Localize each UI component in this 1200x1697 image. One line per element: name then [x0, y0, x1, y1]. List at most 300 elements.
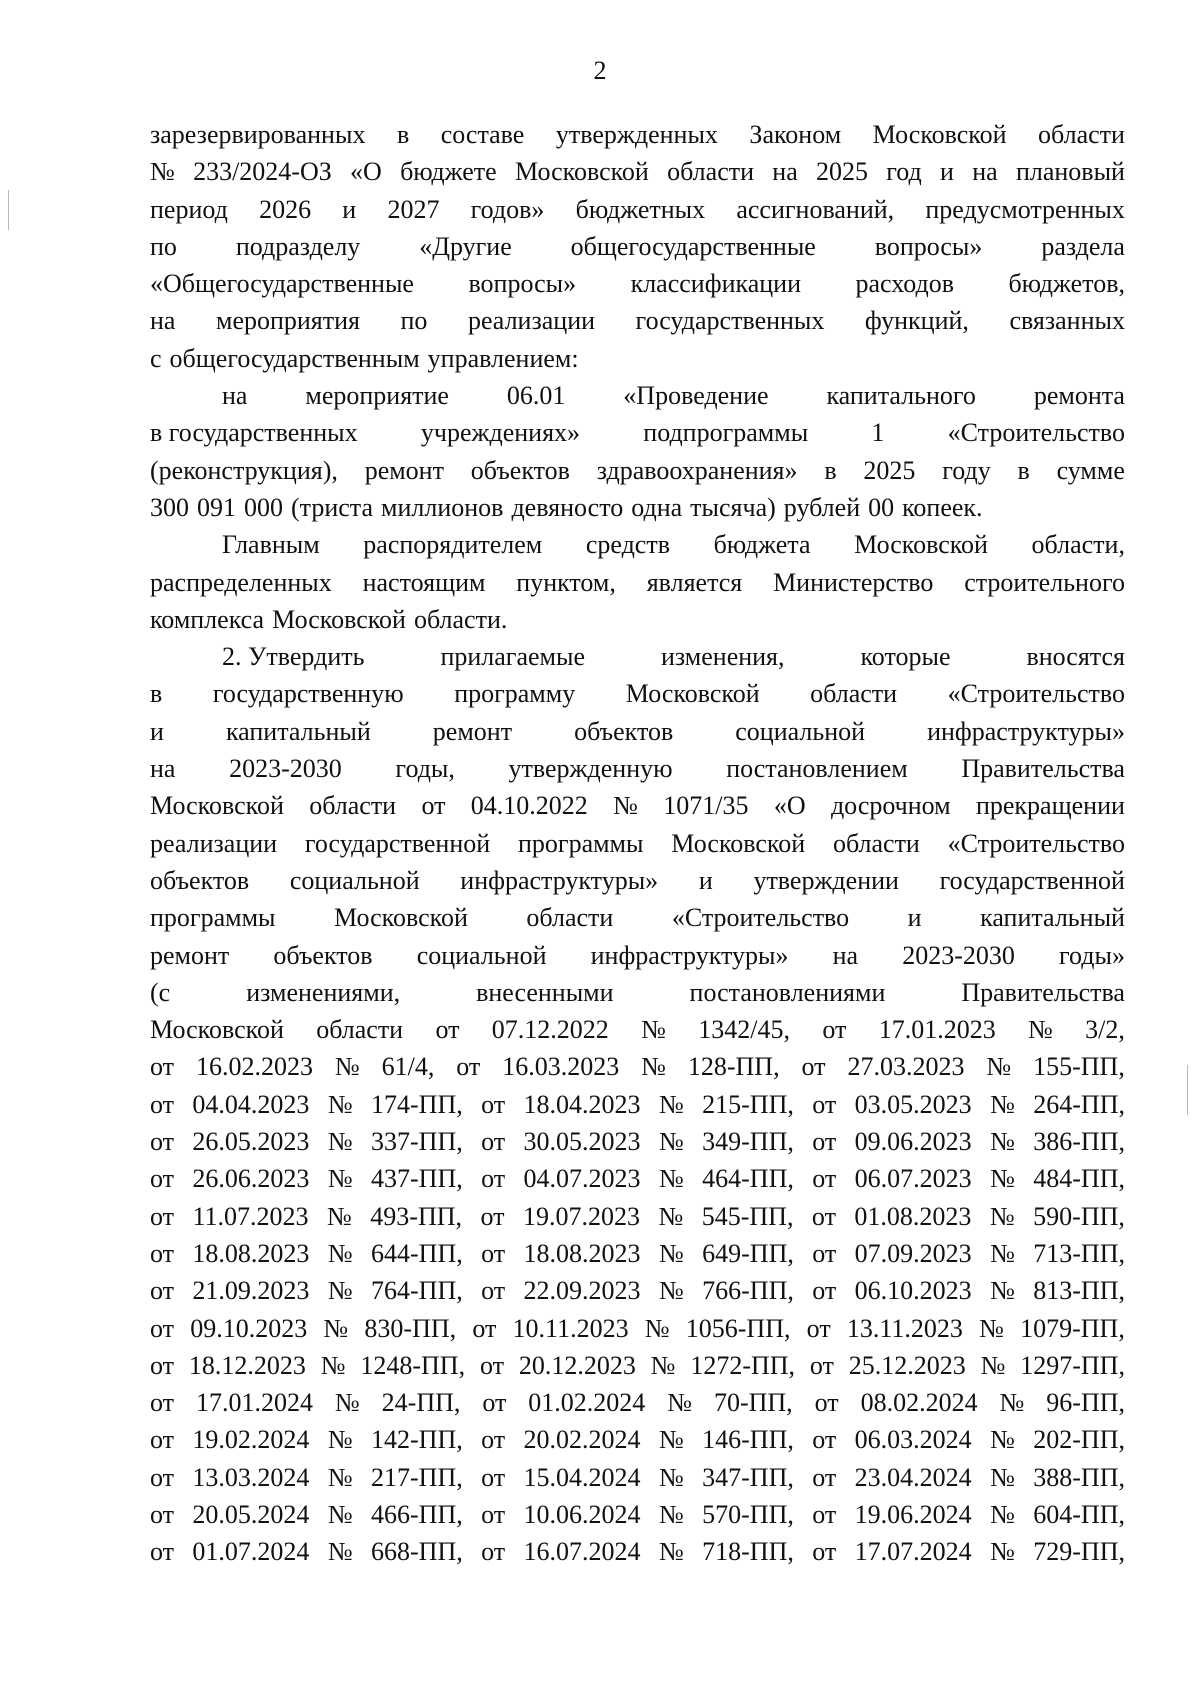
- text-line: [150, 787, 1125, 824]
- word: Правительства: [961, 977, 1125, 1007]
- word: (реконструкция),: [150, 455, 338, 485]
- word: 07.09.2023: [854, 1238, 972, 1268]
- word: 386-ПП,: [1033, 1127, 1125, 1157]
- word: 300: [150, 492, 189, 522]
- word: распорядителем: [363, 530, 543, 560]
- word: одна: [631, 492, 683, 522]
- word: №: [990, 1276, 1015, 1306]
- word: реализации: [467, 306, 596, 336]
- text-line: [150, 713, 1125, 750]
- word: 06.01: [506, 381, 566, 411]
- word: в: [824, 455, 837, 485]
- word: 16.07.2024: [523, 1537, 641, 1567]
- word: «Другие: [419, 231, 512, 261]
- word: Московской: [671, 828, 806, 858]
- word: 466-ПП,: [371, 1499, 463, 1529]
- word: области: [810, 679, 898, 709]
- word: на: [832, 940, 859, 970]
- word: подпрограммы: [643, 418, 809, 448]
- word: рублей: [783, 492, 861, 522]
- word: комплекса: [150, 604, 265, 634]
- word: №: [990, 1164, 1015, 1194]
- word: 174-ПП,: [371, 1089, 463, 1119]
- word: 26.05.2023: [192, 1127, 310, 1157]
- word: №: [986, 1052, 1012, 1082]
- word: государственной: [939, 865, 1125, 895]
- word: №: [334, 1052, 360, 1082]
- word: 00: [868, 492, 895, 522]
- word: 10.06.2024: [523, 1499, 641, 1529]
- word: Московской: [272, 604, 406, 634]
- word: с: [150, 343, 162, 373]
- word: год: [886, 157, 922, 187]
- word: от: [481, 1462, 506, 1492]
- word: предусмотренных: [925, 194, 1125, 224]
- text-line: [150, 452, 1125, 489]
- word: 01.08.2023: [854, 1201, 972, 1231]
- word: 604-ПП,: [1033, 1499, 1125, 1529]
- word: и: [940, 157, 954, 187]
- word: от: [472, 1313, 497, 1343]
- word: инфраструктуры»: [590, 940, 789, 970]
- word: социальной: [289, 865, 420, 895]
- word: 1297-ПП,: [1020, 1350, 1125, 1380]
- word: 01.07.2024: [192, 1537, 310, 1567]
- text-line: [150, 414, 1125, 451]
- word: 718-ПП,: [702, 1537, 794, 1567]
- word: связанных: [1009, 306, 1125, 336]
- word: и: [342, 194, 357, 224]
- word: области,: [1031, 530, 1125, 560]
- word: 142-ПП,: [371, 1425, 463, 1455]
- word: от: [812, 1276, 837, 1306]
- text-line: [150, 1496, 1125, 1533]
- text-line: [150, 564, 1125, 601]
- word: Министерство: [773, 567, 934, 597]
- word: 713-ПП,: [1033, 1238, 1125, 1268]
- word: Московской: [872, 120, 1007, 149]
- word: от: [801, 1052, 826, 1082]
- word: 217-ПП,: [371, 1462, 463, 1492]
- word: 70-ПП,: [713, 1388, 793, 1418]
- word: функций,: [864, 306, 969, 336]
- text-line: [150, 1347, 1125, 1384]
- text-line: [150, 638, 1125, 675]
- text-line: [150, 526, 1125, 563]
- word: №: [990, 1537, 1015, 1567]
- word: ремонта: [1033, 381, 1125, 411]
- word: на: [972, 157, 998, 187]
- word: 464-ПП,: [702, 1164, 794, 1194]
- word: миллионов: [381, 492, 504, 522]
- word: 04.04.2023: [192, 1089, 310, 1119]
- word: №: [980, 1350, 1006, 1380]
- word: мероприятие: [305, 381, 449, 411]
- word: постановлением: [726, 754, 908, 784]
- word: №: [327, 1276, 353, 1306]
- word: от: [806, 1313, 831, 1343]
- text-line: [150, 153, 1125, 190]
- word: ремонт: [432, 716, 513, 746]
- word: на: [150, 306, 176, 336]
- word: 729-ПП,: [1033, 1537, 1125, 1567]
- text-line: [150, 1048, 1125, 1085]
- word: 264-ПП,: [1033, 1089, 1125, 1119]
- word: инфраструктуры»: [460, 865, 659, 895]
- text-line: [150, 825, 1125, 862]
- word: 17.01.2024: [195, 1388, 313, 1418]
- word: зарезервированных: [150, 120, 366, 149]
- word: 1079-ПП,: [1020, 1313, 1125, 1343]
- word: (с: [150, 977, 171, 1007]
- word: прекращении: [975, 791, 1125, 821]
- word: 1248-ПП,: [360, 1350, 466, 1380]
- word: от: [812, 1127, 837, 1157]
- word: 27.03.2023: [847, 1052, 965, 1082]
- word: №: [989, 1201, 1015, 1231]
- word: девяносто: [511, 492, 624, 522]
- word: утвержденных: [555, 120, 718, 149]
- word: 01.02.2024: [528, 1388, 646, 1418]
- word: досрочном: [830, 791, 951, 821]
- word: государственной: [304, 828, 491, 858]
- text-line: [150, 228, 1125, 265]
- word: Московской: [150, 1015, 284, 1045]
- word: от: [812, 1499, 837, 1529]
- word: от: [150, 1164, 175, 1194]
- word: строительного: [964, 567, 1125, 597]
- word: 590-ПП,: [1033, 1201, 1125, 1231]
- word: государственных: [635, 306, 825, 336]
- word: учреждениях»: [420, 418, 581, 448]
- word: 202-ПП,: [1033, 1425, 1125, 1455]
- word: №: [658, 1425, 684, 1455]
- text-line: [150, 1011, 1125, 1048]
- word: №: [990, 1127, 1015, 1157]
- word: 16.03.2023: [502, 1052, 620, 1082]
- word: капитальный: [225, 716, 371, 746]
- word: на: [222, 381, 248, 411]
- text-line: [150, 377, 1125, 414]
- word: 13.11.2023: [846, 1313, 963, 1343]
- word: №: [327, 1425, 353, 1455]
- word: от: [814, 1388, 839, 1418]
- word: Московской: [854, 530, 988, 560]
- word: №: [990, 1462, 1015, 1492]
- word: от: [479, 1350, 504, 1380]
- word: вопросы»: [874, 231, 983, 261]
- word: 388-ПП,: [1033, 1462, 1125, 1492]
- word: 20.12.2023: [518, 1350, 636, 1380]
- text-line: [150, 340, 1125, 377]
- word: №: [1028, 1015, 1053, 1045]
- word: (триста: [291, 492, 374, 522]
- word: 2025: [816, 157, 869, 187]
- word: №: [658, 1462, 684, 1492]
- word: 23.04.2024: [854, 1462, 972, 1492]
- word: 10.11.2023: [512, 1313, 629, 1343]
- word: в: [150, 679, 163, 709]
- word: 1: [871, 418, 885, 448]
- word: от: [812, 1164, 837, 1194]
- word: №: [990, 1238, 1015, 1268]
- text-line: [150, 1310, 1125, 1347]
- word: в: [1017, 455, 1030, 485]
- word: 09.06.2023: [854, 1127, 972, 1157]
- text-line: [150, 116, 1125, 153]
- word: настоящим: [362, 567, 486, 597]
- word: 04.07.2023: [523, 1164, 641, 1194]
- word: №: [658, 1537, 684, 1567]
- word: утверждении: [753, 865, 899, 895]
- word: на: [150, 754, 176, 784]
- word: от: [481, 1127, 506, 1157]
- word: от: [481, 1425, 506, 1455]
- word: 215-ПП,: [702, 1089, 794, 1119]
- word: 484-ПП,: [1033, 1164, 1125, 1194]
- word: от: [150, 1499, 175, 1529]
- word: мероприятия: [215, 306, 360, 336]
- word: период: [150, 194, 228, 224]
- word: №: [979, 1313, 1004, 1343]
- word: распределенных: [150, 567, 332, 597]
- word: и: [698, 865, 713, 895]
- text-line: [150, 191, 1125, 228]
- word: 07.12.2022: [491, 1015, 609, 1045]
- text-line: [150, 1533, 1125, 1570]
- word: инфраструктуры»: [927, 716, 1125, 746]
- word: №: [320, 1350, 346, 1380]
- word: 1342/45,: [698, 1015, 790, 1045]
- word: копеек.: [902, 492, 983, 522]
- word: 22.09.2023: [523, 1276, 641, 1306]
- word: от: [812, 1462, 837, 1492]
- word: 764-ПП,: [371, 1276, 463, 1306]
- word: 15.04.2024: [523, 1462, 641, 1492]
- document-body-text: [150, 116, 1125, 1571]
- word: ассигнований,: [736, 194, 895, 224]
- word: от: [150, 1052, 175, 1082]
- word: 20.02.2024: [523, 1425, 641, 1455]
- word: 06.10.2023: [854, 1276, 972, 1306]
- word: №: [999, 1388, 1025, 1418]
- word: 16.02.2023: [195, 1052, 313, 1082]
- text-line: [150, 601, 1125, 638]
- word: социальной: [735, 716, 866, 746]
- word: 18.04.2023: [523, 1089, 641, 1119]
- text-line: [150, 489, 1125, 526]
- word: №: [327, 1127, 353, 1157]
- word: 2023-2030: [902, 940, 1015, 970]
- word: №: [327, 1238, 353, 1268]
- word: №: [658, 1201, 684, 1231]
- word: от: [481, 1164, 506, 1194]
- word: от: [482, 1388, 507, 1418]
- word: области: [316, 1015, 404, 1045]
- word: Законом: [749, 120, 842, 149]
- word: годов»: [470, 194, 545, 224]
- word: 1071/35: [663, 791, 749, 821]
- word: 18.08.2023: [192, 1238, 310, 1268]
- word: капитальный: [980, 903, 1125, 933]
- word: от: [812, 1238, 837, 1268]
- word: от: [150, 1537, 175, 1567]
- word: 19.06.2024: [854, 1499, 972, 1529]
- word: объектов: [574, 716, 674, 746]
- word: №: [667, 1388, 693, 1418]
- word: 17.01.2023: [878, 1015, 996, 1045]
- word: 18.12.2023: [188, 1350, 306, 1380]
- word: 19.07.2023: [522, 1201, 640, 1231]
- text-line: [150, 974, 1125, 1011]
- word: №: [334, 1388, 360, 1418]
- word: от: [812, 1537, 837, 1567]
- scan-artifact-left: [8, 190, 9, 230]
- word: №: [990, 1089, 1015, 1119]
- word: раздела: [1041, 231, 1125, 261]
- word: постановлениями: [689, 977, 886, 1007]
- word: объектов: [470, 455, 570, 485]
- page-number: 2: [593, 56, 607, 85]
- word: 03.05.2023: [854, 1089, 972, 1119]
- text-line: [150, 675, 1125, 712]
- word: 2025: [863, 455, 916, 485]
- text-line: [150, 1272, 1125, 1309]
- word: в государственных: [150, 418, 358, 448]
- text-line: [150, 302, 1125, 339]
- word: Московской: [514, 157, 649, 187]
- word: капитального: [826, 381, 976, 411]
- text-line: [150, 937, 1125, 974]
- word: объектов: [273, 940, 373, 970]
- word: от: [150, 1425, 175, 1455]
- word: №: [658, 1164, 684, 1194]
- word: и: [907, 903, 922, 933]
- word: «Строительство: [947, 418, 1125, 448]
- word: 233/2024-ОЗ: [193, 157, 332, 187]
- word: «О: [773, 791, 806, 821]
- word: является: [646, 567, 743, 597]
- word: от: [481, 1276, 506, 1306]
- word: 349-ПП,: [702, 1127, 794, 1157]
- word: 830-ПП,: [364, 1313, 457, 1343]
- word: Московской: [334, 903, 468, 933]
- word: №: [658, 1089, 684, 1119]
- scan-artifact-right: [1187, 1065, 1188, 1115]
- word: №: [323, 1313, 349, 1343]
- word: 20.05.2024: [192, 1499, 310, 1529]
- word: 570-ПП,: [702, 1499, 794, 1529]
- word: «Строительство: [947, 828, 1125, 858]
- word: прилагаемые: [440, 642, 585, 672]
- word: №: [644, 1313, 670, 1343]
- word: 128-ПП,: [687, 1052, 780, 1082]
- word: №: [641, 1015, 666, 1045]
- word: от: [150, 1127, 175, 1157]
- word: 649-ПП,: [702, 1238, 794, 1268]
- word: 493-ПП,: [370, 1201, 463, 1231]
- word: 1056-ПП,: [685, 1313, 791, 1343]
- word: от: [809, 1350, 834, 1380]
- word: 545-ПП,: [701, 1201, 794, 1231]
- word: 668-ПП,: [371, 1537, 463, 1567]
- word: тысяча): [690, 492, 776, 522]
- word: «О: [350, 157, 382, 187]
- word: №: [327, 1499, 353, 1529]
- word: 26.06.2023: [192, 1164, 310, 1194]
- word: 000: [244, 492, 283, 522]
- word: области: [526, 903, 614, 933]
- word: №: [327, 1537, 353, 1567]
- word: от: [456, 1052, 481, 1082]
- word: подразделу: [235, 231, 361, 261]
- word: управлением:: [427, 343, 579, 373]
- text-line: [150, 899, 1125, 936]
- word: области.: [413, 604, 508, 634]
- word: объектов: [150, 865, 250, 895]
- word: составе: [440, 120, 525, 149]
- word: году: [942, 455, 991, 485]
- word: №: [327, 1089, 353, 1119]
- word: вносятся: [1026, 642, 1125, 672]
- text-line: [150, 1384, 1125, 1421]
- word: №: [658, 1276, 684, 1306]
- word: №: [658, 1127, 684, 1157]
- word: 04.10.2022: [470, 791, 588, 821]
- word: от: [150, 1201, 175, 1231]
- word: 24-ПП,: [381, 1388, 461, 1418]
- word: от: [150, 1313, 175, 1343]
- word: 644-ПП,: [371, 1238, 463, 1268]
- word: реализации: [150, 828, 278, 858]
- word: №: [613, 791, 638, 821]
- word: внесенными: [476, 977, 614, 1007]
- word: в: [396, 120, 410, 149]
- word: 146-ПП,: [702, 1425, 794, 1455]
- word: №: [327, 1462, 353, 1492]
- word: по: [150, 231, 177, 261]
- word: бюджета: [713, 530, 811, 560]
- text-line: [150, 862, 1125, 899]
- word: вопросы»: [468, 269, 577, 299]
- word: области: [667, 157, 755, 187]
- word: от: [481, 1238, 506, 1268]
- word: №: [990, 1425, 1015, 1455]
- word: от: [822, 1015, 847, 1045]
- word: 17.07.2024: [854, 1537, 972, 1567]
- text-line: [150, 265, 1125, 302]
- word: от: [150, 1238, 175, 1268]
- word: сумме: [1056, 455, 1125, 485]
- word: на: [772, 157, 798, 187]
- word: 766-ПП,: [702, 1276, 794, 1306]
- word: программы: [517, 828, 644, 858]
- word: по: [400, 306, 428, 336]
- word: от: [150, 1462, 175, 1492]
- word: программу: [454, 679, 576, 709]
- word: 337-ПП,: [371, 1127, 463, 1157]
- text-line: [150, 750, 1125, 787]
- word: бюджетов,: [1008, 269, 1125, 299]
- word: от: [481, 1537, 506, 1567]
- word: от: [435, 1015, 460, 1045]
- word: Главным: [222, 530, 320, 560]
- word: «Строительство: [947, 679, 1125, 709]
- word: и: [150, 716, 164, 746]
- word: «Строительство: [671, 903, 850, 933]
- word: от: [812, 1089, 837, 1119]
- text-line: [150, 1235, 1125, 1272]
